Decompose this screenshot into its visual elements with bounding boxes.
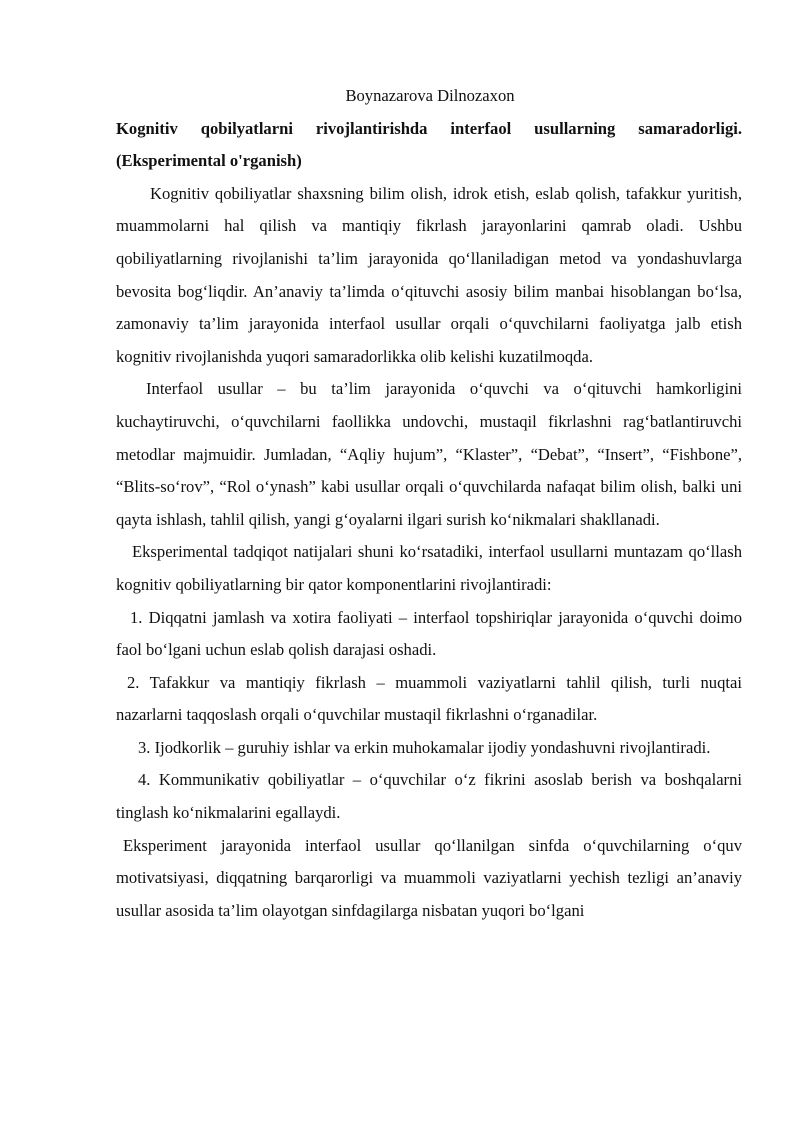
list-item-creativity: 3. Ijodkorlik – guruhiy ishlar va erkin muhokamalar ijodiy yondashuvni rivojlantiradi. bbox=[138, 737, 711, 757]
list-item-attention-memory: 1. Diqqatni jamlash va xotira faoliyati – interfaol topshiriqlar jarayonida o‘quvchi doimo faol bo‘lgani uchun eslab qolish darajasi oshadi. bbox=[116, 607, 742, 660]
paragraph-intro: Kognitiv qobiliyatlar shaxsning bilim olish, idrok etish, eslab qolish, tafakkur yuritish, muammolarni hal qilish va mantiqiy fikrlash jarayonlarini qamrab oladi. Ushbu qobiliyatlarning rivojlanishi ta’lim jarayonida qo‘llaniladigan metod va yondashuvlarga bevosita bog‘liqdir. An’anaviy ta’limda o‘qituvchi asosiy bilim manbai hisoblangan bo‘lsa, zamonaviy ta’lim jarayonida interfaol usullar orqali o‘quvchilarni faoliyatga jalb etish kognitiv rivojlanishda yuqori samaradorlikka olib kelishi kuzatilmoqda. bbox=[116, 183, 742, 366]
list-item-thinking-logic: 2. Tafakkur va mantiqiy fikrlash – muammoli vaziyatlarni tahlil qilish, turli nuqtai nazarlarni taqqoslash orqali o‘quvchilar mustaqil fikrlashni o‘rganadilar. bbox=[116, 672, 742, 725]
paragraph-experimental-results: Eksperimental tadqiqot natijalari shuni ko‘rsatadiki, interfaol usullarni muntazam qo‘llash kognitiv qobiliyatlarning bir qator komponentlarini rivojlantiradi: bbox=[116, 542, 742, 594]
paragraph-interactive-methods: Interfaol usullar – bu ta’lim jarayonida o‘quvchi va o‘qituvchi hamkorligini kuchaytiruvchi, o‘quvchilarni faollikka undovchi, mustaqil fikrlashni rag‘batlantiruvchi metodlar majmuidir. Jumladan, “Aqliy hujum”, “Klaster”, “Debat”, “Insert”, “Fishbone”, “Blits-so‘rov”, “Rol o‘ynash” kabi usullar orqali o‘quvchilarda nafaqat bilim olish, balki uni qayta ishlash, tahlil qilish, yangi g‘oyalarni ilgari surish ko‘nikmalari shakllanadi. bbox=[116, 379, 742, 529]
article-title: Kognitiv qobilyatlarni rivojlantirishda interfaol usullarning samaradorligi. (Eksperimental o'rganish) bbox=[116, 118, 742, 171]
author-name: Boynazarova Dilnozaxon bbox=[345, 86, 515, 105]
list-item-communicative: 4. Kommunikativ qobiliyatlar – o‘quvchilar o‘z fikrini asoslab berish va boshqalarni tinglash ko‘nikmalarini egallaydi. bbox=[116, 770, 742, 823]
paragraph-experiment-conclusion: Eksperiment jarayonida interfaol usullar qo‘llanilgan sinfda o‘quvchilarning o‘quv motivatsiyasi, diqqatning barqarorligi va muammoli vaziyatlarni yechish tezligi an’anaviy usullar asosida ta’lim olayotgan sinfdagilarga nisbatan yuqori bo‘lgani bbox=[116, 835, 742, 920]
document-page bbox=[116, 80, 742, 927]
